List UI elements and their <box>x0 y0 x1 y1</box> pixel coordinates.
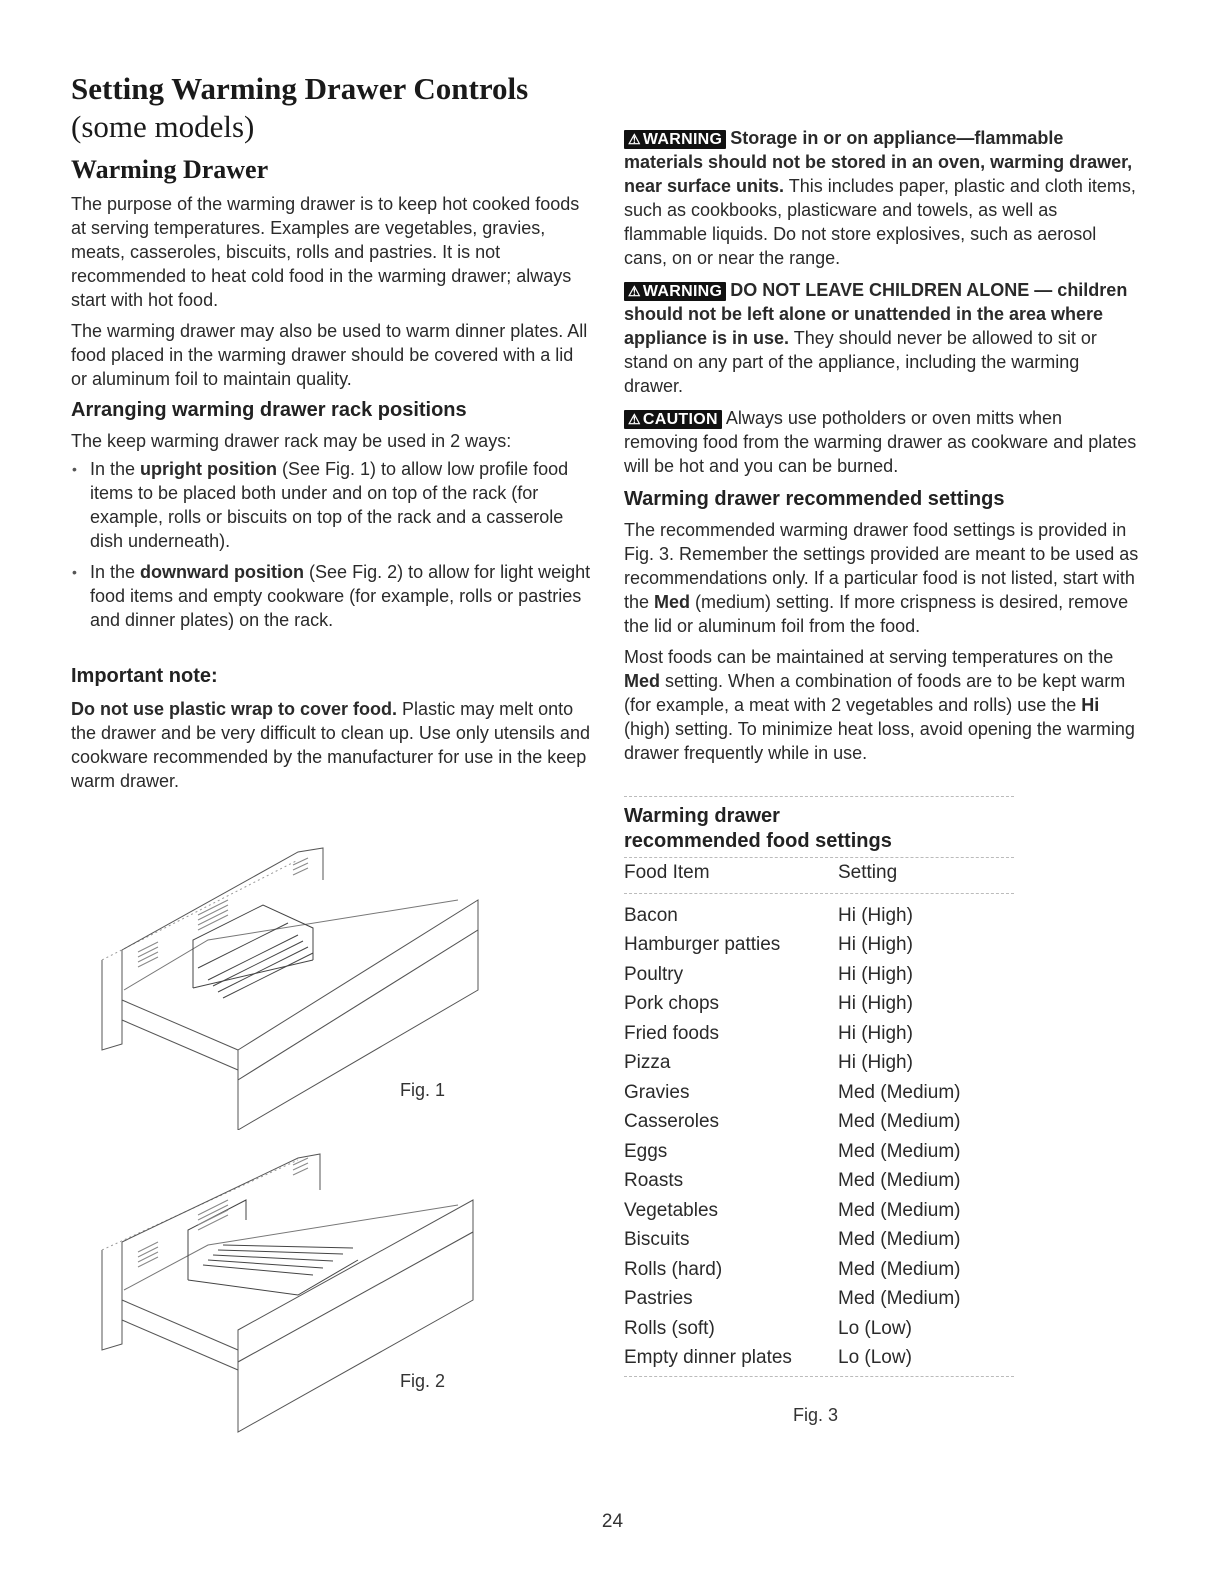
warning-text: They should never be allowed to sit or stand on any part of the appliance, including the warming drawer. <box>624 328 1097 396</box>
warning-text: This includes paper, plastic and cloth items, such as cookbooks, plasticware and towels, as well as flammable liquids. Do not store explosives, such as aerosol cans, on or near the range. <box>624 176 1136 268</box>
table-row <box>624 930 1014 960</box>
table-row <box>624 1196 1014 1226</box>
caution-text: Always use potholders or oven mitts when removing food from the warming drawer as cookware and plates will be hot and you can be burned. <box>624 408 1137 476</box>
warning-bold: DO NOT LEAVE CHILDREN ALONE — children should not be left alone or unattended in the area where appliance is in use. <box>624 280 1128 348</box>
table-row <box>624 1314 1014 1344</box>
badge-label: WARNING <box>642 283 723 300</box>
column-header-food: Food Item <box>624 862 710 883</box>
food-item-cell: Rolls (hard) <box>624 1258 723 1280</box>
food-item-cell: Pork chops <box>624 993 720 1014</box>
setting-cell: Lo (Low) <box>838 1317 912 1339</box>
setting-cell: Hi (High) <box>838 1052 913 1073</box>
note-bold: Do not use plastic wrap to cover food. <box>71 699 398 719</box>
setting-med: Med <box>624 671 660 691</box>
table-title: recommended food settings <box>624 830 892 852</box>
table-rule <box>624 1376 1014 1377</box>
section-heading: Warming Drawer <box>71 155 269 184</box>
settings-heading: Warming drawer recommended settings <box>624 488 1005 510</box>
setting-med: Med <box>654 592 691 612</box>
drawer-figure-2 <box>98 1150 498 1440</box>
badge-label: CAUTION <box>642 411 718 428</box>
bullet-bold: upright position <box>140 459 278 479</box>
table-row <box>624 1166 1014 1196</box>
food-item-cell: Fried foods <box>624 1022 720 1044</box>
figure-3-label: Fig. 3 <box>793 1405 839 1425</box>
food-item-cell: Roasts <box>624 1170 684 1191</box>
setting-cell: Med (Medium) <box>838 1140 961 1162</box>
table-row <box>624 901 1014 931</box>
food-settings-table <box>624 796 1014 1377</box>
setting-cell: Hi (High) <box>838 993 913 1014</box>
table-row <box>624 1255 1014 1285</box>
setting-hi: Hi <box>1081 695 1100 715</box>
table-row <box>624 1107 1014 1137</box>
setting-cell: Hi (High) <box>838 1022 913 1044</box>
setting-cell: Med (Medium) <box>838 1288 961 1309</box>
note-text: Plastic may melt onto the drawer and be very difficult to clean up. Use only utensils and cookware recommended by the manufacturer for use in the keep warm drawer. <box>71 699 590 791</box>
food-item-cell: Pizza <box>624 1052 671 1073</box>
bullet-text: (See Fig. 2) to allow for light weight food items and empty cookware (for example, rolls or pastries and dinner plates) on the rack. <box>90 562 591 630</box>
figure-2-label: Fig. 2 <box>400 1371 446 1391</box>
settings-paragraph-2 <box>624 645 1140 765</box>
bullet-text: (See Fig. 1) to allow low profile food items to be placed both under and on top of the rack (for example, rolls or biscuits on top of the rack and a casserole dish underneath). <box>90 459 569 551</box>
page-title: Setting Warming Drawer Controls <box>71 71 529 106</box>
bullet-bold: downward position <box>140 562 305 582</box>
food-item-cell: Empty dinner plates <box>624 1347 792 1368</box>
rack-intro: The keep warming drawer rack may be used in 2 ways: <box>71 431 512 451</box>
table-row <box>624 1343 1014 1373</box>
caution-badge <box>624 410 722 429</box>
setting-cell: Lo (Low) <box>838 1347 912 1368</box>
rack-positions-list <box>71 457 591 632</box>
table-row <box>624 1137 1014 1167</box>
setting-cell: Hi (High) <box>838 934 913 955</box>
table-header <box>624 858 1014 888</box>
table-title: Warming drawer <box>624 805 780 827</box>
left-column <box>71 192 591 793</box>
setting-cell: Med (Medium) <box>838 1111 961 1132</box>
table-rule <box>624 893 1014 894</box>
food-item-cell: Hamburger patties <box>624 934 781 955</box>
food-item-cell: Biscuits <box>624 1229 690 1250</box>
setting-cell: Hi (High) <box>838 963 913 985</box>
setting-cell: Med (Medium) <box>838 1199 961 1221</box>
right-column <box>624 126 1140 765</box>
food-item-cell: Vegetables <box>624 1199 719 1221</box>
food-item-cell: Eggs <box>624 1140 668 1162</box>
caution-potholders <box>624 406 1140 478</box>
warning-badge <box>624 130 726 149</box>
warning-badge <box>624 282 726 301</box>
intro-paragraph: The purpose of the warming drawer is to keep hot cooked foods at serving temperatures. Examples are vegetables, gravies, meats, casseroles, biscuits, rolls and pastries. It is not recommended to heat cold food in the warming drawer; always start with hot food. <box>71 194 580 310</box>
food-item-cell: Pastries <box>624 1288 693 1309</box>
warning-triangle-icon: ⚠ <box>628 283 641 299</box>
rack-heading: Arranging warming drawer rack positions <box>71 399 467 421</box>
table-row <box>624 989 1014 1019</box>
food-item-cell: Gravies <box>624 1081 690 1103</box>
food-item-cell: Rolls (soft) <box>624 1317 715 1339</box>
paragraph-text: setting. When a combination of foods are to be kept warm (for example, a meat with 2 vegetables and rolls) use the <box>624 671 1126 715</box>
table-row <box>624 1048 1014 1078</box>
plates-paragraph: The warming drawer may also be used to warm dinner plates. All food placed in the warming drawer should be covered with a lid or aluminum foil to maintain quality. <box>71 321 588 389</box>
paragraph-text: (medium) setting. If more crispness is desired, remove the lid or aluminum foil from the food. <box>624 592 1129 636</box>
page-number: 24 <box>601 1511 624 1532</box>
paragraph-text: Most foods can be maintained at serving temperatures on the <box>624 647 1114 667</box>
note-paragraph <box>71 697 591 793</box>
table-row <box>624 1225 1014 1255</box>
table-row <box>624 1284 1014 1314</box>
paragraph-text: (high) setting. To minimize heat loss, avoid opening the warming drawer frequently while in use. <box>624 719 1135 763</box>
table-body <box>624 901 1014 1373</box>
table-row <box>624 1078 1014 1108</box>
caution-triangle-icon: ⚠ <box>628 411 641 427</box>
setting-cell: Med (Medium) <box>838 1170 961 1191</box>
warning-triangle-icon: ⚠ <box>628 131 641 147</box>
setting-cell: Hi (High) <box>838 904 913 926</box>
table-row <box>624 960 1014 990</box>
setting-cell: Med (Medium) <box>838 1258 961 1280</box>
food-item-cell: Casseroles <box>624 1111 720 1132</box>
note-heading: Important note: <box>71 665 218 687</box>
warning-bold: Storage in or on appliance—flammable materials should not be stored in an oven, warming drawer, near surface units. <box>624 128 1133 196</box>
list-item <box>71 560 591 632</box>
food-item-cell: Poultry <box>624 963 684 985</box>
figure-1-label: Fig. 1 <box>400 1080 446 1100</box>
warning-flammable <box>624 126 1140 270</box>
paragraph-text: The recommended warming drawer food settings is provided in Fig. 3. Remember the settings provided are meant to be used as recommendations only. If a particular food is not listed, start with the <box>624 520 1139 612</box>
table-row <box>624 1019 1014 1049</box>
list-item <box>71 457 591 553</box>
food-item-cell: Bacon <box>624 904 678 926</box>
column-header-setting: Setting <box>838 862 898 883</box>
settings-paragraph-1 <box>624 518 1140 638</box>
bullet-text: In the <box>90 562 141 582</box>
bullet-text: In the <box>90 459 141 479</box>
setting-cell: Med (Medium) <box>838 1229 961 1250</box>
table-rule <box>624 796 1014 797</box>
warning-children <box>624 278 1140 398</box>
badge-label: WARNING <box>642 131 723 148</box>
setting-cell: Med (Medium) <box>838 1081 961 1103</box>
page-subtitle: (some models) <box>71 109 255 144</box>
